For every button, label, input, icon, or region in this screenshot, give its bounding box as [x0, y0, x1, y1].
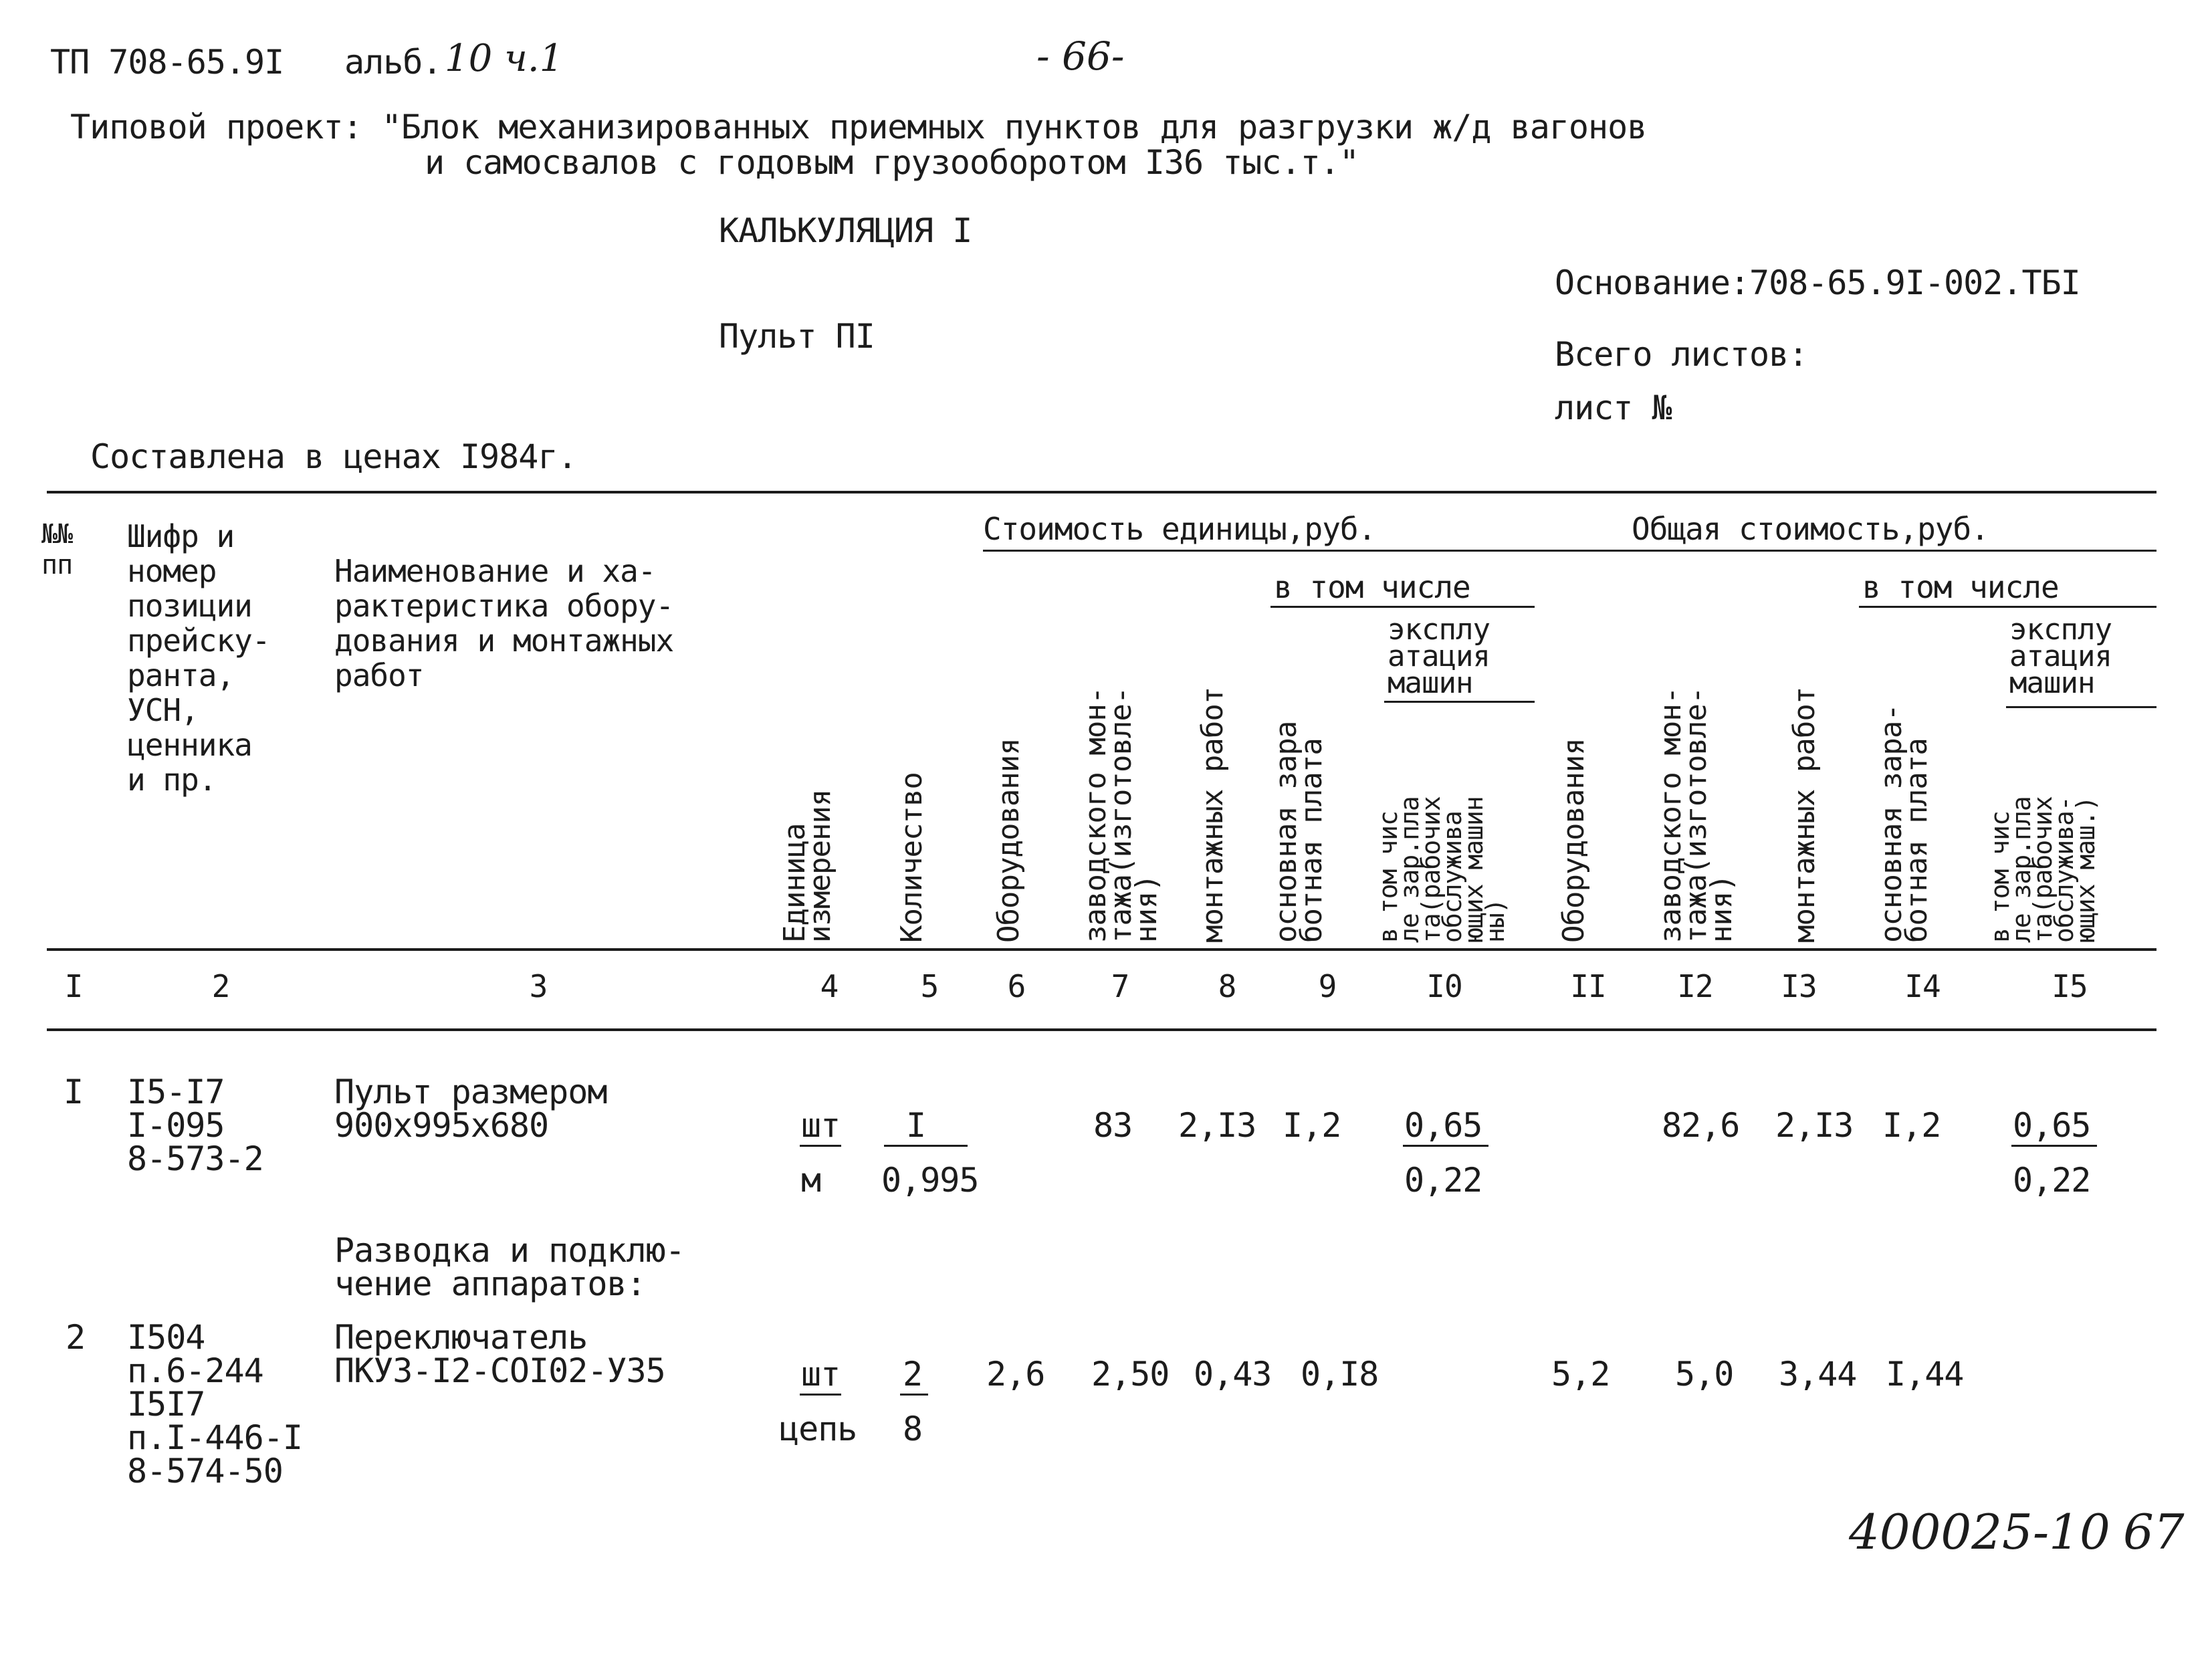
header-col-factory-total: заводского мон- тажа(изготовле- ния) — [1654, 687, 1739, 943]
header-col-salary-unit: основная зара ботная плата — [1269, 721, 1329, 943]
header-col-salary-total: основная зара- ботная плата — [1874, 704, 1934, 943]
row2-c7: 2,50 — [1091, 1355, 1170, 1394]
section-title: Разводка и подклю- чение аппаратов: — [334, 1231, 685, 1303]
header-col-installation-unit: монтажных работ — [1196, 687, 1230, 943]
header-machines-total: эксплу атация машин — [2009, 613, 2112, 700]
header-total-cost: Общая стоимость,руб. — [1632, 511, 1989, 547]
header-col-code: Шифр и номер позиции прейску- ранта, УСН, ценника и пр. — [127, 518, 270, 798]
row2-c14: I,44 — [1886, 1355, 1964, 1394]
col-number-1: I — [64, 968, 83, 1004]
row1-c10-bottom: 0,22 — [1404, 1161, 1482, 1200]
col-number-13: I3 — [1781, 968, 1817, 1004]
row2-c9: 0,I8 — [1301, 1355, 1379, 1394]
col-number-5: 5 — [920, 968, 939, 1004]
col-number-12: I2 — [1677, 968, 1713, 1004]
sheet-page-number: 67 — [2123, 1504, 2185, 1560]
doc-code: ТП 708-65.9I — [50, 43, 284, 82]
col-number-9: 9 — [1318, 968, 1337, 1004]
table-top-rule — [47, 491, 2156, 493]
row1-name: Пульт размером 900х995х680 — [334, 1073, 607, 1145]
row2-qty-bottom: 8 — [903, 1410, 923, 1448]
row1-c15-bottom: 0,22 — [2013, 1161, 2091, 1200]
header-machines-unit: эксплу атация машин — [1388, 613, 1490, 700]
sheet-number: лист № — [1555, 389, 1672, 427]
header-col-machine-salary-total: в том чис ле зар.пла та(рабочих обслужива- ющих маш.) — [1985, 796, 2100, 943]
album-handwritten: 10 ч.1 — [445, 37, 564, 80]
header-col-name: Наименование и ха- рактеристика обору- дования и монтажных работ — [334, 553, 674, 693]
header-col-equipment-unit: Оборудования — [992, 738, 1026, 943]
header-unit-cost: Стоимость единицы,руб. — [983, 511, 1376, 547]
row1-c14: I,2 — [1882, 1106, 1941, 1145]
total-sheets: Всего листов: — [1555, 335, 1808, 374]
header-bottom-rule — [47, 948, 2156, 951]
col-number-2: 2 — [211, 968, 230, 1004]
incl-rule-total — [1859, 606, 2156, 608]
header-including-total: в том числе — [1862, 569, 2059, 605]
project-title-line2: и самосвалов с годовым грузооборотом I36 тыс.т." — [425, 143, 1359, 182]
col-number-14: I4 — [1904, 968, 1941, 1004]
row1-unit-top: шт — [801, 1106, 841, 1145]
row1-number: I — [64, 1073, 84, 1111]
expl-rule-total — [2006, 706, 2156, 708]
row1-c10-top: 0,65 — [1404, 1106, 1482, 1145]
col-number-15: I5 — [2052, 968, 2088, 1004]
row2-qty-underline — [900, 1394, 928, 1396]
row2-qty-top: 2 — [903, 1355, 923, 1394]
row1-qty-underline — [884, 1145, 968, 1147]
row2-unit-top: шт — [801, 1355, 841, 1394]
page-number: - 66- — [1036, 33, 1125, 79]
header-col-equipment-total: Оборудования — [1557, 738, 1591, 943]
album-label: альб. — [344, 43, 442, 82]
row1-c12: 82,6 — [1662, 1106, 1740, 1145]
row2-c13: 3,44 — [1779, 1355, 1857, 1394]
row1-c9: I,2 — [1283, 1106, 1341, 1145]
project-title-line1: Типовой проект: "Блок механизированных приемных пунктов для разгрузки ж/д вагонов — [70, 108, 1647, 146]
incl-rule-unit — [1270, 606, 1535, 608]
col-number-4: 4 — [820, 968, 839, 1004]
col-number-3: 3 — [529, 968, 548, 1004]
row2-c12: 5,0 — [1675, 1355, 1734, 1394]
group-rule — [983, 550, 2156, 552]
col-number-11: II — [1570, 968, 1606, 1004]
subject-title: Пульт ПI — [719, 317, 875, 356]
row1-qty-top: I — [906, 1106, 926, 1145]
col-number-7: 7 — [1111, 968, 1129, 1004]
header-including-unit: в том числе — [1274, 569, 1470, 605]
colnum-bottom-rule — [47, 1028, 2156, 1031]
header-col-quantity: Количество — [895, 772, 929, 943]
row2-name: Переключатель ПКУЗ-I2-СОI02-У35 — [334, 1318, 665, 1390]
col-number-8: 8 — [1218, 968, 1236, 1004]
row1-c8: 2,I3 — [1178, 1106, 1256, 1145]
row1-c10-underline — [1403, 1145, 1488, 1147]
row1-qty-bottom: 0,995 — [881, 1161, 979, 1200]
expl-rule-unit — [1384, 701, 1535, 703]
basis: Основание:708-65.9I-002.ТБI — [1555, 263, 2080, 302]
header-col-installation-total: монтажных работ — [1787, 687, 1821, 943]
row2-c11: 5,2 — [1551, 1355, 1610, 1394]
calc-title: КАЛЬКУЛЯЦИЯ I — [719, 211, 972, 250]
header-col-machine-salary-unit: в том чис ле зар.пла та(рабочих обслужива ющих машин ны) — [1373, 796, 1510, 943]
row1-c15-top: 0,65 — [2013, 1106, 2091, 1145]
row1-unit-underline — [800, 1145, 841, 1147]
row2-c6: 2,6 — [986, 1355, 1045, 1394]
row2-number: 2 — [66, 1318, 86, 1357]
row1-c7: 83 — [1093, 1106, 1133, 1145]
col-number-10: I0 — [1426, 968, 1462, 1004]
row1-code: I5-I7 I-095 8-573-2 — [127, 1073, 263, 1178]
row1-unit-bottom: м — [801, 1161, 821, 1200]
row1-c15-underline — [2011, 1145, 2097, 1147]
header-col-number: №№ пп — [41, 519, 73, 580]
row2-unit-bottom: цепь — [779, 1410, 857, 1448]
row1-c13: 2,I3 — [1775, 1106, 1854, 1145]
row2-code: I504 п.6-244 I5I7 п.I-446-I 8-574-50 — [127, 1318, 302, 1490]
row2-unit-underline — [800, 1394, 841, 1396]
prices-note: Составлена в ценах I984г. — [90, 437, 577, 476]
header-col-factory-unit: заводского мон- тажа(изготовле- ния) — [1079, 687, 1164, 943]
col-number-6: 6 — [1007, 968, 1026, 1004]
header-col-unit: Единица измерения — [778, 789, 837, 943]
archive-stamp: 400025-10 — [1849, 1504, 2110, 1560]
row2-c8: 0,43 — [1194, 1355, 1272, 1394]
